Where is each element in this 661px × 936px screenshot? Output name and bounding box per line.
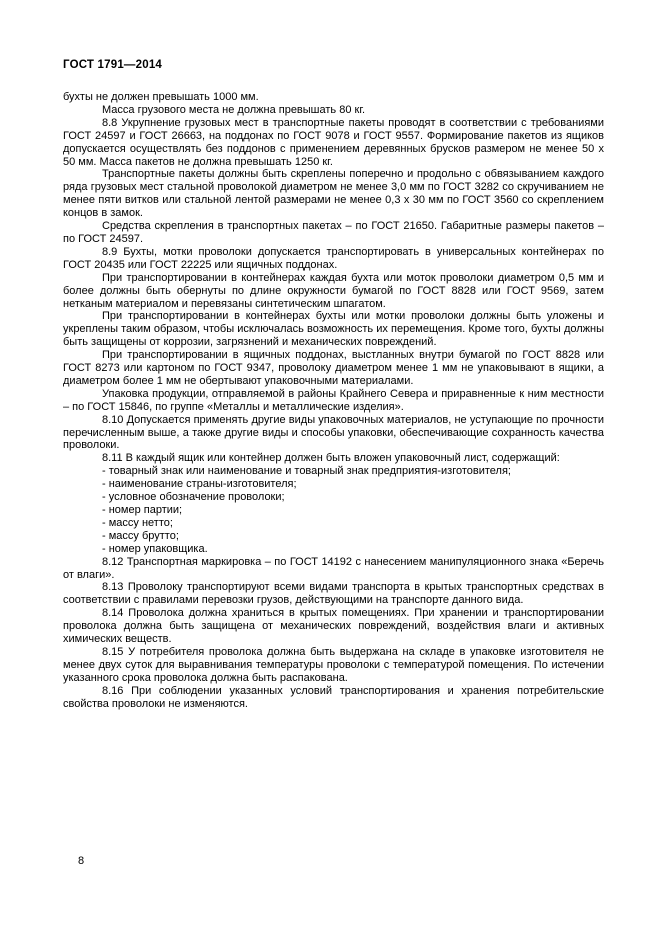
paragraph-clause-8-12: 8.12 Транспортная маркировка – по ГОСТ 14192 с нанесением манипуляционного знака «Беречь от влаги».	[63, 555, 604, 581]
list-item: - номер упаковщика.	[102, 542, 208, 555]
list-item: - наименование страны-изготовителя;	[102, 478, 297, 491]
list-item: - условное обозначение проволоки;	[102, 491, 285, 504]
list-item: - массу брутто;	[102, 529, 179, 542]
paragraph: Упаковка продукции, отправляемой в районы Крайнего Севера и приравненные к ним местности – по ГОСТ 15846, по группе «Металлы и металлические изделия».	[63, 387, 604, 413]
paragraph: При транспортировании в контейнерах каждая бухта или моток проволоки диаметром 0,5 мм и более должны быть обернуты по длине окружности бумагой по ГОСТ 8828 или ГОСТ 9569, затем нетканым материалом и перевязаны синтетическим шпагатом.	[63, 271, 604, 310]
paragraph-clause-8-8: 8.8 Укрупнение грузовых мест в транспортные пакеты проводят в соответствии с требованиями ГОСТ 24597 и ГОСТ 26663, на поддонах по ГОСТ 9078 и ГОСТ 9557. Формирование пакетов из ящиков допускается осуществлять без поддонов с применением деревянных брусков размером не менее 50 х 50 мм. Масса пакетов не должна превышать 1250 кг.	[63, 116, 604, 168]
paragraph-clause-8-10: 8.10 Допускается применять другие виды упаковочных материалов, не уступающие по прочности перечисленным выше, а также другие виды и способы упаковки, обеспечивающие сохранность качества проволоки.	[63, 413, 604, 452]
paragraph-clause-8-14: 8.14 Проволока должна храниться в крытых помещениях. При хранении и транспортировании проволока должна быть защищена от механических повреждений, воздействия влаги и активных химических веществ.	[63, 607, 604, 646]
paragraph: При транспортировании в контейнерах бухты или мотки проволоки должны быть уложены и укреплены таким образом, чтобы исключалась возможность их перемещения. Кроме того, бухты должны быть защищены от коррозии, загрязнений и механических повреждений.	[63, 310, 604, 349]
paragraph-clause-8-15: 8.15 У потребителя проволока должна быть выдержана на складе в упаковке изготовителя не менее двух суток для выравнивания температуры проволоки с температурой помещения. По истечении указанного срока проволока должна быть распакована.	[63, 645, 604, 684]
document-body	[63, 91, 604, 711]
paragraph-clause-8-9: 8.9 Бухты, мотки проволоки допускается транспортировать в универсальных контейнерах по ГОСТ 20435 или ГОСТ 22225 или ящичных поддонах.	[63, 245, 604, 271]
list-item: - товарный знак или наименование и товарный знак предприятия-изготовителя;	[102, 465, 511, 478]
paragraph-clause-8-16: 8.16 При соблюдении указанных условий транспортирования и хранения потребительские свойства проволоки не изменяются.	[63, 684, 604, 710]
paragraph: Масса грузового места не должна превышать 80 кг.	[102, 103, 366, 116]
list-item: - массу нетто;	[102, 516, 173, 529]
paragraph: При транспортировании в ящичных поддонах, выстланных внутри бумагой по ГОСТ 8828 или ГОСТ 8273 или картоном по ГОСТ 9347, проволоку диаметром менее 1 мм не упаковывают в ящики, а диаметром более 1 мм не обертывают упаковочными материалами.	[63, 349, 604, 387]
paragraph-clause-8-11: 8.11 В каждый ящик или контейнер должен быть вложен упаковочный лист, содержащий:	[102, 452, 560, 465]
standard-reference-header: ГОСТ 1791—2014	[63, 59, 163, 71]
paragraph: Транспортные пакеты должны быть скреплены поперечно и продольно с обвязыванием каждого ряда грузовых мест стальной проволокой диаметром не менее 3,0 мм по ГОСТ 3282 со скручиванием не менее пяти витков или стальной лентой размерами не менее 0,3 х 30 мм по ГОСТ 3560 со скреплением концов в замок.	[63, 168, 604, 220]
list-item: - номер партии;	[102, 504, 183, 516]
paragraph: Средства скрепления в транспортных пакетах – по ГОСТ 21650. Габаритные размеры пакетов – по ГОСТ 24597.	[63, 220, 604, 245]
page-number: 8	[78, 855, 85, 867]
paragraph-clause-8-13: 8.13 Проволоку транспортируют всеми видами транспорта в крытых транспортных средствах в соответствии с правилами перевозки грузов, действующими на транспорте данного вида.	[63, 581, 604, 607]
paragraph: бухты не должен превышать 1000 мм.	[63, 91, 259, 103]
